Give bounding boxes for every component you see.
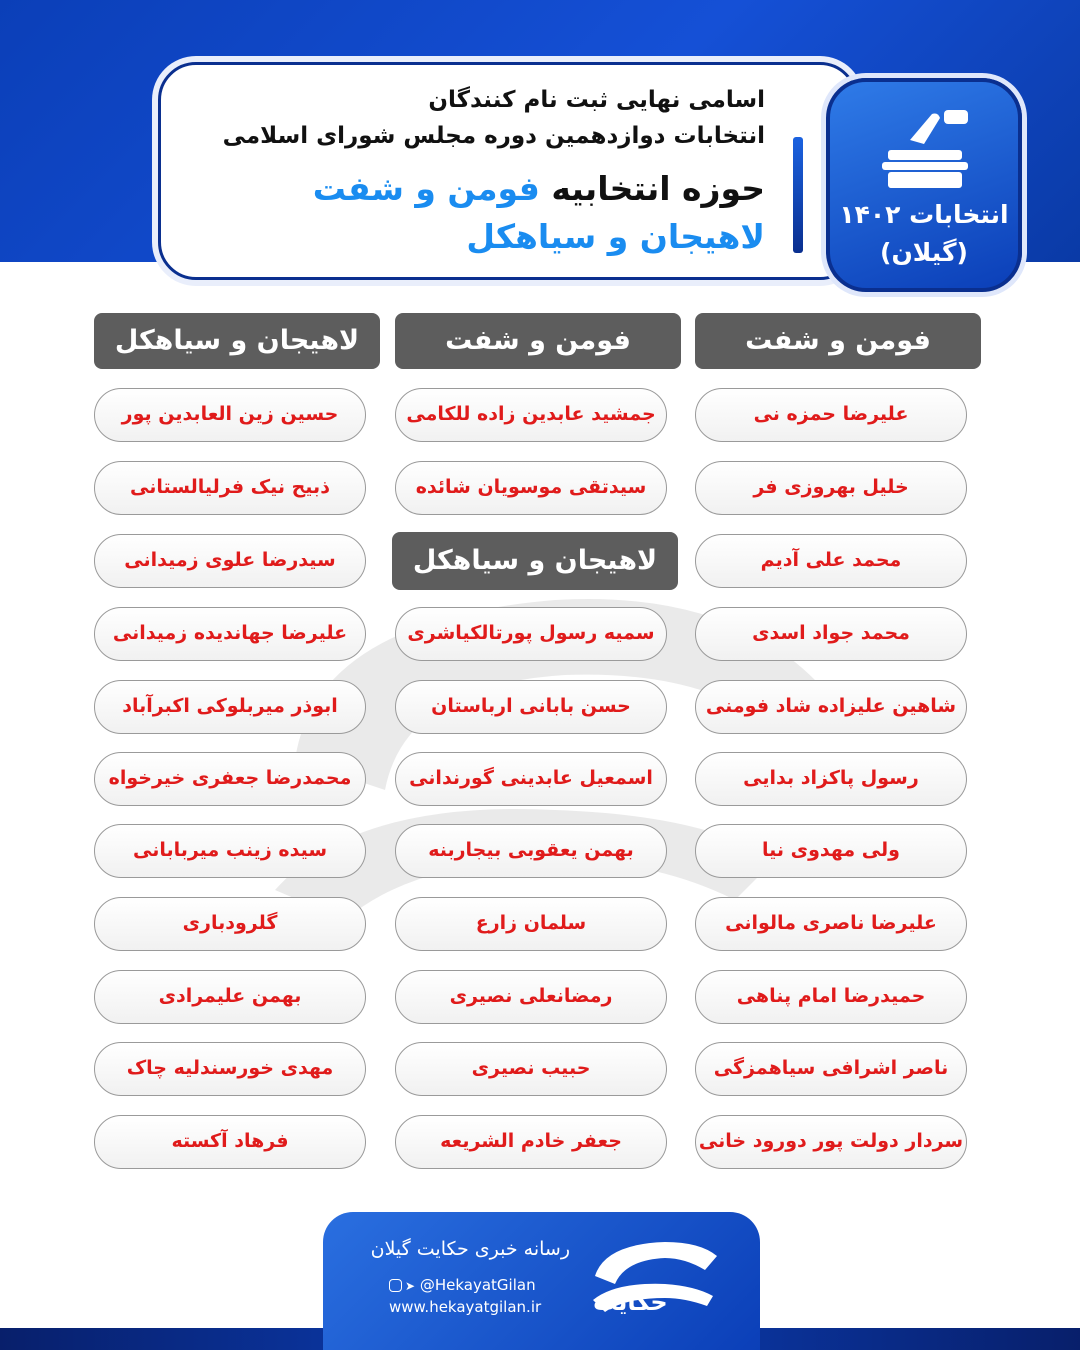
ballot-box-icon	[880, 110, 970, 190]
candidate-pill: محمد علی آدیم	[695, 534, 967, 588]
telegram-icon: ➤	[405, 1279, 416, 1293]
middle-column-subheader: لاهیجان و سیاهکل	[392, 532, 678, 590]
candidate-pill: سیده زینب میربابانی	[94, 824, 366, 878]
candidate-pill: جمشید عابدین زاده للکامی	[395, 388, 667, 442]
candidate-pill: علیرضا جهاندیده زمیدانی	[94, 607, 366, 661]
candidate-pill: فرهاد آکسته	[94, 1115, 366, 1169]
candidate-pill: گلرودباری	[94, 897, 366, 951]
constituency-name-1: فومن و شفت	[312, 169, 540, 208]
candidate-pill: ابوذر میربلوکی اکبرآباد	[94, 680, 366, 734]
constituency-name-2: لاهیجان و سیاهکل	[466, 217, 765, 256]
candidate-pill: بهمن یعقوبی بیجاربنه	[395, 824, 667, 878]
instagram-icon	[389, 1279, 402, 1292]
candidate-pill: جعفر خادم الشریعه	[395, 1115, 667, 1169]
header-card	[158, 62, 858, 280]
header-constituency-line	[145, 169, 765, 208]
footer-card	[323, 1212, 760, 1350]
candidate-pill: ولی مهدوی نیا	[695, 824, 967, 878]
right-column-header: فومن و شفت	[695, 313, 981, 369]
candidate-pill: رمضانعلی نصیری	[395, 970, 667, 1024]
social-handle-text: @HekayatGilan	[419, 1276, 536, 1294]
candidate-pill: اسمعیل عابدینی گورندانی	[395, 752, 667, 806]
election-badge	[826, 78, 1022, 292]
candidate-pill: شاهین علیزاده شاد فومنی	[695, 680, 967, 734]
candidate-pill: ناصر اشرافی سیاهمزگی	[695, 1042, 967, 1096]
candidate-pill: ذبیح نیک فرلیالستانی	[94, 461, 366, 515]
candidate-pill: مهدی خورسندلیه چاک	[94, 1042, 366, 1096]
candidate-pill: علیرضا ناصری مالوانی	[695, 897, 967, 951]
footer-title: رسانه خبری حکایت گیلان	[370, 1238, 570, 1260]
candidate-pill: خلیل بهروزی فر	[695, 461, 967, 515]
candidate-pill: حبیب نصیری	[395, 1042, 667, 1096]
candidate-pill: بهمن علیمرادی	[94, 970, 366, 1024]
left-column-header: لاهیجان و سیاهکل	[94, 313, 380, 369]
footer-website-link[interactable]: www.hekayatgilan.ir	[389, 1298, 542, 1316]
header-line-2: انتخابات دوازدهمین دوره مجلس شورای اسلامی	[222, 123, 765, 149]
candidate-pill: سمیه رسول پورتالکیاشری	[395, 607, 667, 661]
candidate-pill: حسن بابانی ارباستان	[395, 680, 667, 734]
middle-column-header: فومن و شفت	[395, 313, 681, 369]
header-line-1: اسامی نهایی ثبت نام کنندگان	[428, 87, 765, 113]
candidate-pill: رسول پاکزاد بدایی	[695, 752, 967, 806]
candidate-pill: سردار دولت پور دورود خانی	[695, 1115, 967, 1169]
candidate-pill: محمدرضا جعفری خیرخواه	[94, 752, 366, 806]
candidate-pill: علیرضا حمزه نی	[695, 388, 967, 442]
footer-social-handle[interactable]	[389, 1276, 536, 1294]
candidate-pill: محمد جواد اسدی	[695, 607, 967, 661]
candidate-pill: سیدرضا علوی زمیدانی	[94, 534, 366, 588]
candidate-pill: حمیدرضا امام پناهی	[695, 970, 967, 1024]
badge-title: انتخابات ۱۴۰۲	[839, 200, 1009, 229]
candidate-pill: سلمان زارع	[395, 897, 667, 951]
candidate-pill: سیدتقی موسویان شائده	[395, 461, 667, 515]
candidate-pill: حسین زین العابدین پور	[94, 388, 366, 442]
badge-subtitle: (گیلان)	[880, 238, 968, 267]
footer-logo-text: حکایت	[593, 1288, 668, 1316]
header-accent-bar	[793, 137, 803, 253]
constituency-label: حوزه انتخابیه	[551, 169, 765, 208]
